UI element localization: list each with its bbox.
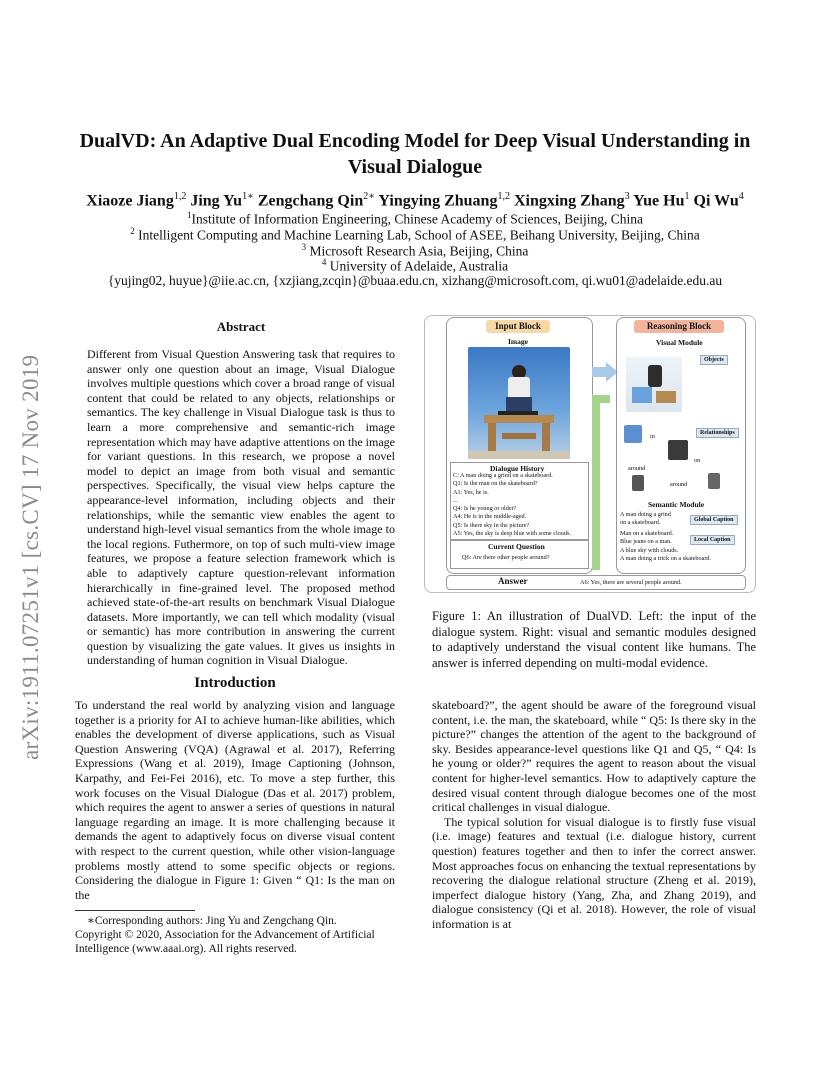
visual-module-label: Visual Module: [656, 338, 703, 347]
caption-line: on a skateboard.: [620, 519, 661, 527]
author-affiliation-mark: 1∗: [242, 191, 254, 202]
figure-1: [424, 315, 756, 595]
caption-line: A man doing a trick on a skateboard.: [620, 554, 712, 562]
current-question-label: Current Question: [488, 542, 545, 551]
dialogue-lines: [453, 472, 588, 538]
dialogue-line: A5: Yes, the sky is deep blue with some clouds.: [453, 530, 571, 538]
arrow-green-top: [600, 395, 610, 403]
author-affiliation-mark: 2∗: [363, 191, 376, 202]
right-column-text: [432, 698, 756, 932]
rel-man-image: [668, 440, 688, 460]
arrow-blue: [592, 367, 606, 377]
affiliation-1: $^1$Institute of Information Engineering, Chinese Academy of Sciences, Beijing, China: [187, 210, 643, 227]
abstract-text: Different from Visual Question Answering task that requires to answer only one question about an image, Visual Dialogue involves multiple questions which cover a broad range of visual content that could be related to any objects, relationships or semantics. The key challenge in Visual Dialogue task is thus to learn a more comprehensive and semantic-rich image representation which may have adaptive attentions on the image for variant questions. In this research, we propose a novel model to depict an image from both visual and semantic perspectives. Specifically, the visual view helps capture the appearance-level information, including objects and their relationships, while the semantic view enables the agent to understand high-level visual semantics from the whole image to the local regions. Futhermore, on top of such multi-view image features, we propose a feature selection framework which is able to adaptively capture question-relevant information hierarchically in fine-grained level. The proposed method achieved state-of-the-art results on benchmark Visual Dialogue datasets. More importantly, we can tell which modality (visual or semantic) has more contribution in answering the current question by visualizing the gate values. It gives us insights in understanding of human cognition in Visual Dialogue.: [87, 347, 395, 668]
arxiv-stamp: arXiv:1911.07251v1 [cs.CV] 17 Nov 2019: [18, 354, 43, 760]
caption-line: A man doing a grind: [620, 511, 671, 518]
global-caption-tag: Global Caption: [690, 515, 738, 525]
arrow-green: [592, 395, 600, 570]
caption-line: Man on a skateboard.: [620, 530, 674, 537]
author-list: [60, 191, 770, 210]
dialogue-line: C: A man doing a grind on a skateboard.: [453, 472, 553, 479]
author-name: Xingxing Zhang: [513, 192, 625, 210]
caption-line: A blue sky with clouds.: [620, 546, 679, 554]
author-affiliation-mark: 4: [738, 191, 744, 202]
dialogue-line: Q4: Is he young or older?: [453, 505, 517, 513]
abstract-section: [87, 319, 395, 668]
dialogue-history-label: Dialogue History: [490, 464, 545, 473]
rel-sky-image: [624, 425, 642, 443]
rel-around-2: around: [670, 481, 688, 488]
author-name: Yue Hu: [633, 192, 685, 210]
answer-label: Answer: [498, 576, 528, 586]
author-name: Yingying Zhuang: [378, 192, 498, 210]
rel-person2-image: [708, 473, 720, 489]
author-affiliation-mark: 3: [624, 191, 630, 202]
author-affiliation-mark: 1: [684, 191, 690, 202]
dialogue-line: Q5: Is there sky in the picture?: [453, 521, 530, 529]
paper-title: DualVD: An Adaptive Dual Encoding Model for Deep Visual Understanding in Visual Dialogue: [79, 130, 751, 178]
dialogue-line: A1: Yes, he is.: [453, 488, 489, 496]
local-caption-tag: Local Caption: [690, 535, 735, 545]
affiliation-2: $^2$ Intelligent Computing and Machine Learning Lab, School of ASEE, Beihang University, Beijing, China: [130, 226, 700, 243]
footnote-corresponding: ∗Corresponding authors: Jing Yu and Zengchang Qin.: [87, 915, 337, 927]
affiliation-3: $^3$ Microsoft Research Asia, Beijing, China: [301, 242, 529, 259]
arxiv-stamp-container: [10, 280, 50, 760]
rel-around-1: around: [628, 465, 646, 472]
rel-person-image: [632, 475, 644, 491]
input-block-header: Input Block: [486, 320, 550, 333]
answer-6: A6: Yes, there are several people around.: [580, 579, 682, 586]
author-name: Jing Yu: [190, 192, 243, 210]
intro-paragraph-1: To understand the real world by analyzing vision and language together is a priority for AI to achieve human-like abilities, which enables the development of diverse applications, such as Visual Question Answering (VQA) (Agrawal et al. 2017), Referring Expressions (Wang et al. 2019), Image Captioning (Johnson, Karpathy, and Fei-Fei 2016), etc. To move a step further, this work focuses on the Visual Dialogue (Das et al. 2017) problem, which requires the agent to answer a series of questions in natural language regarding an image. It is more challenging because it demands the agent to adaptively focus on diverse visual content with respect to the current question, while other vision-language problems mostly attend to some specific objects or regions. Considering the dialogue in Figure 1: Given “ Q1: Is the man on the: [75, 698, 395, 902]
footnote-copyright: Copyright © 2020, Association for the Advancement of Artificial Intelligence (www.aaai.org). All rights reserved.: [75, 929, 375, 955]
footnotes: [75, 914, 395, 956]
rel-on: on: [694, 457, 701, 464]
author-name: Xiaoze Jiang: [86, 192, 174, 210]
affiliation-4: $^4$ University of Adelaide, Australia: [321, 257, 509, 274]
objects-image: [626, 357, 682, 412]
author-name: Qi Wu: [693, 192, 739, 210]
skateboard-image: [468, 347, 570, 459]
introduction-section: [75, 675, 395, 902]
introduction-heading: Introduction: [194, 675, 276, 691]
right-paragraph-1: skateboard?”, the agent should be aware of the foreground visual content, i.e. the man, the skateboard, while “ Q5: Is there sky in the picture?” changes the attention of the agent to the background of sky. Besides appearance-level questions like Q1 and Q5, “ Q4: Is he young or older?” requires the agent to reason about the visual content for higher-level semantics. How to adaptively capture the desired visual content through dialogue becomes one of the most critical challenges in visual dialogue.: [432, 698, 756, 815]
semantic-module-label: Semantic Module: [648, 500, 705, 509]
author-name: Zengchang Qin: [257, 192, 364, 210]
relationships-tag: Relationships: [696, 428, 739, 438]
question-6: Q6: Are there other people around?: [462, 554, 550, 561]
reasoning-block-header: Reasoning Block: [634, 320, 724, 333]
author-emails: {yujing02, huyue}@iie.ac.cn, {xzjiang,zcqin}@buaa.edu.cn, xizhang@microsoft.com, qi.wu01@adelaide.edu.au: [107, 273, 723, 288]
rel-in: in: [650, 433, 655, 440]
caption-line: Blue jeans on a man.: [620, 538, 672, 546]
image-label: Image: [508, 337, 528, 346]
author-affiliation-mark: 1,2: [173, 191, 187, 202]
author-affiliation-mark: 1,2: [497, 191, 510, 202]
dialogue-line: Q1: Is the man on the skateboard?: [453, 480, 538, 488]
dialogue-line: A4: He is in the middle-aged.: [453, 513, 527, 521]
footnote-rule: [75, 910, 195, 911]
figure-caption: Figure 1: An illustration of DualVD. Left: the input of the dialogue system. Right: visual and semantic modules designed to adaptively understand the visual content like humans. The answer is inferred depending on multi-modal evidence.: [432, 609, 756, 670]
right-paragraph-2: The typical solution for visual dialogue is to firstly fuse visual (i.e. image) features and textual (i.e. dialogue history, current question) features together and then to infer the correct answer. Most approaches focus on enhancing the textual representations by recovering the dialogue relational structure (Zheng et al. 2019), imperfect dialogue history (Yang, Zha, and Zhang 2019), and dialogue consistency (Qi et al. 2018). However, the role of visual information is at: [432, 814, 756, 931]
abstract-heading: Abstract: [216, 319, 266, 334]
objects-tag: Objects: [700, 355, 728, 365]
global-caption-text: [620, 511, 700, 528]
dialogue-line: ...: [453, 496, 458, 504]
